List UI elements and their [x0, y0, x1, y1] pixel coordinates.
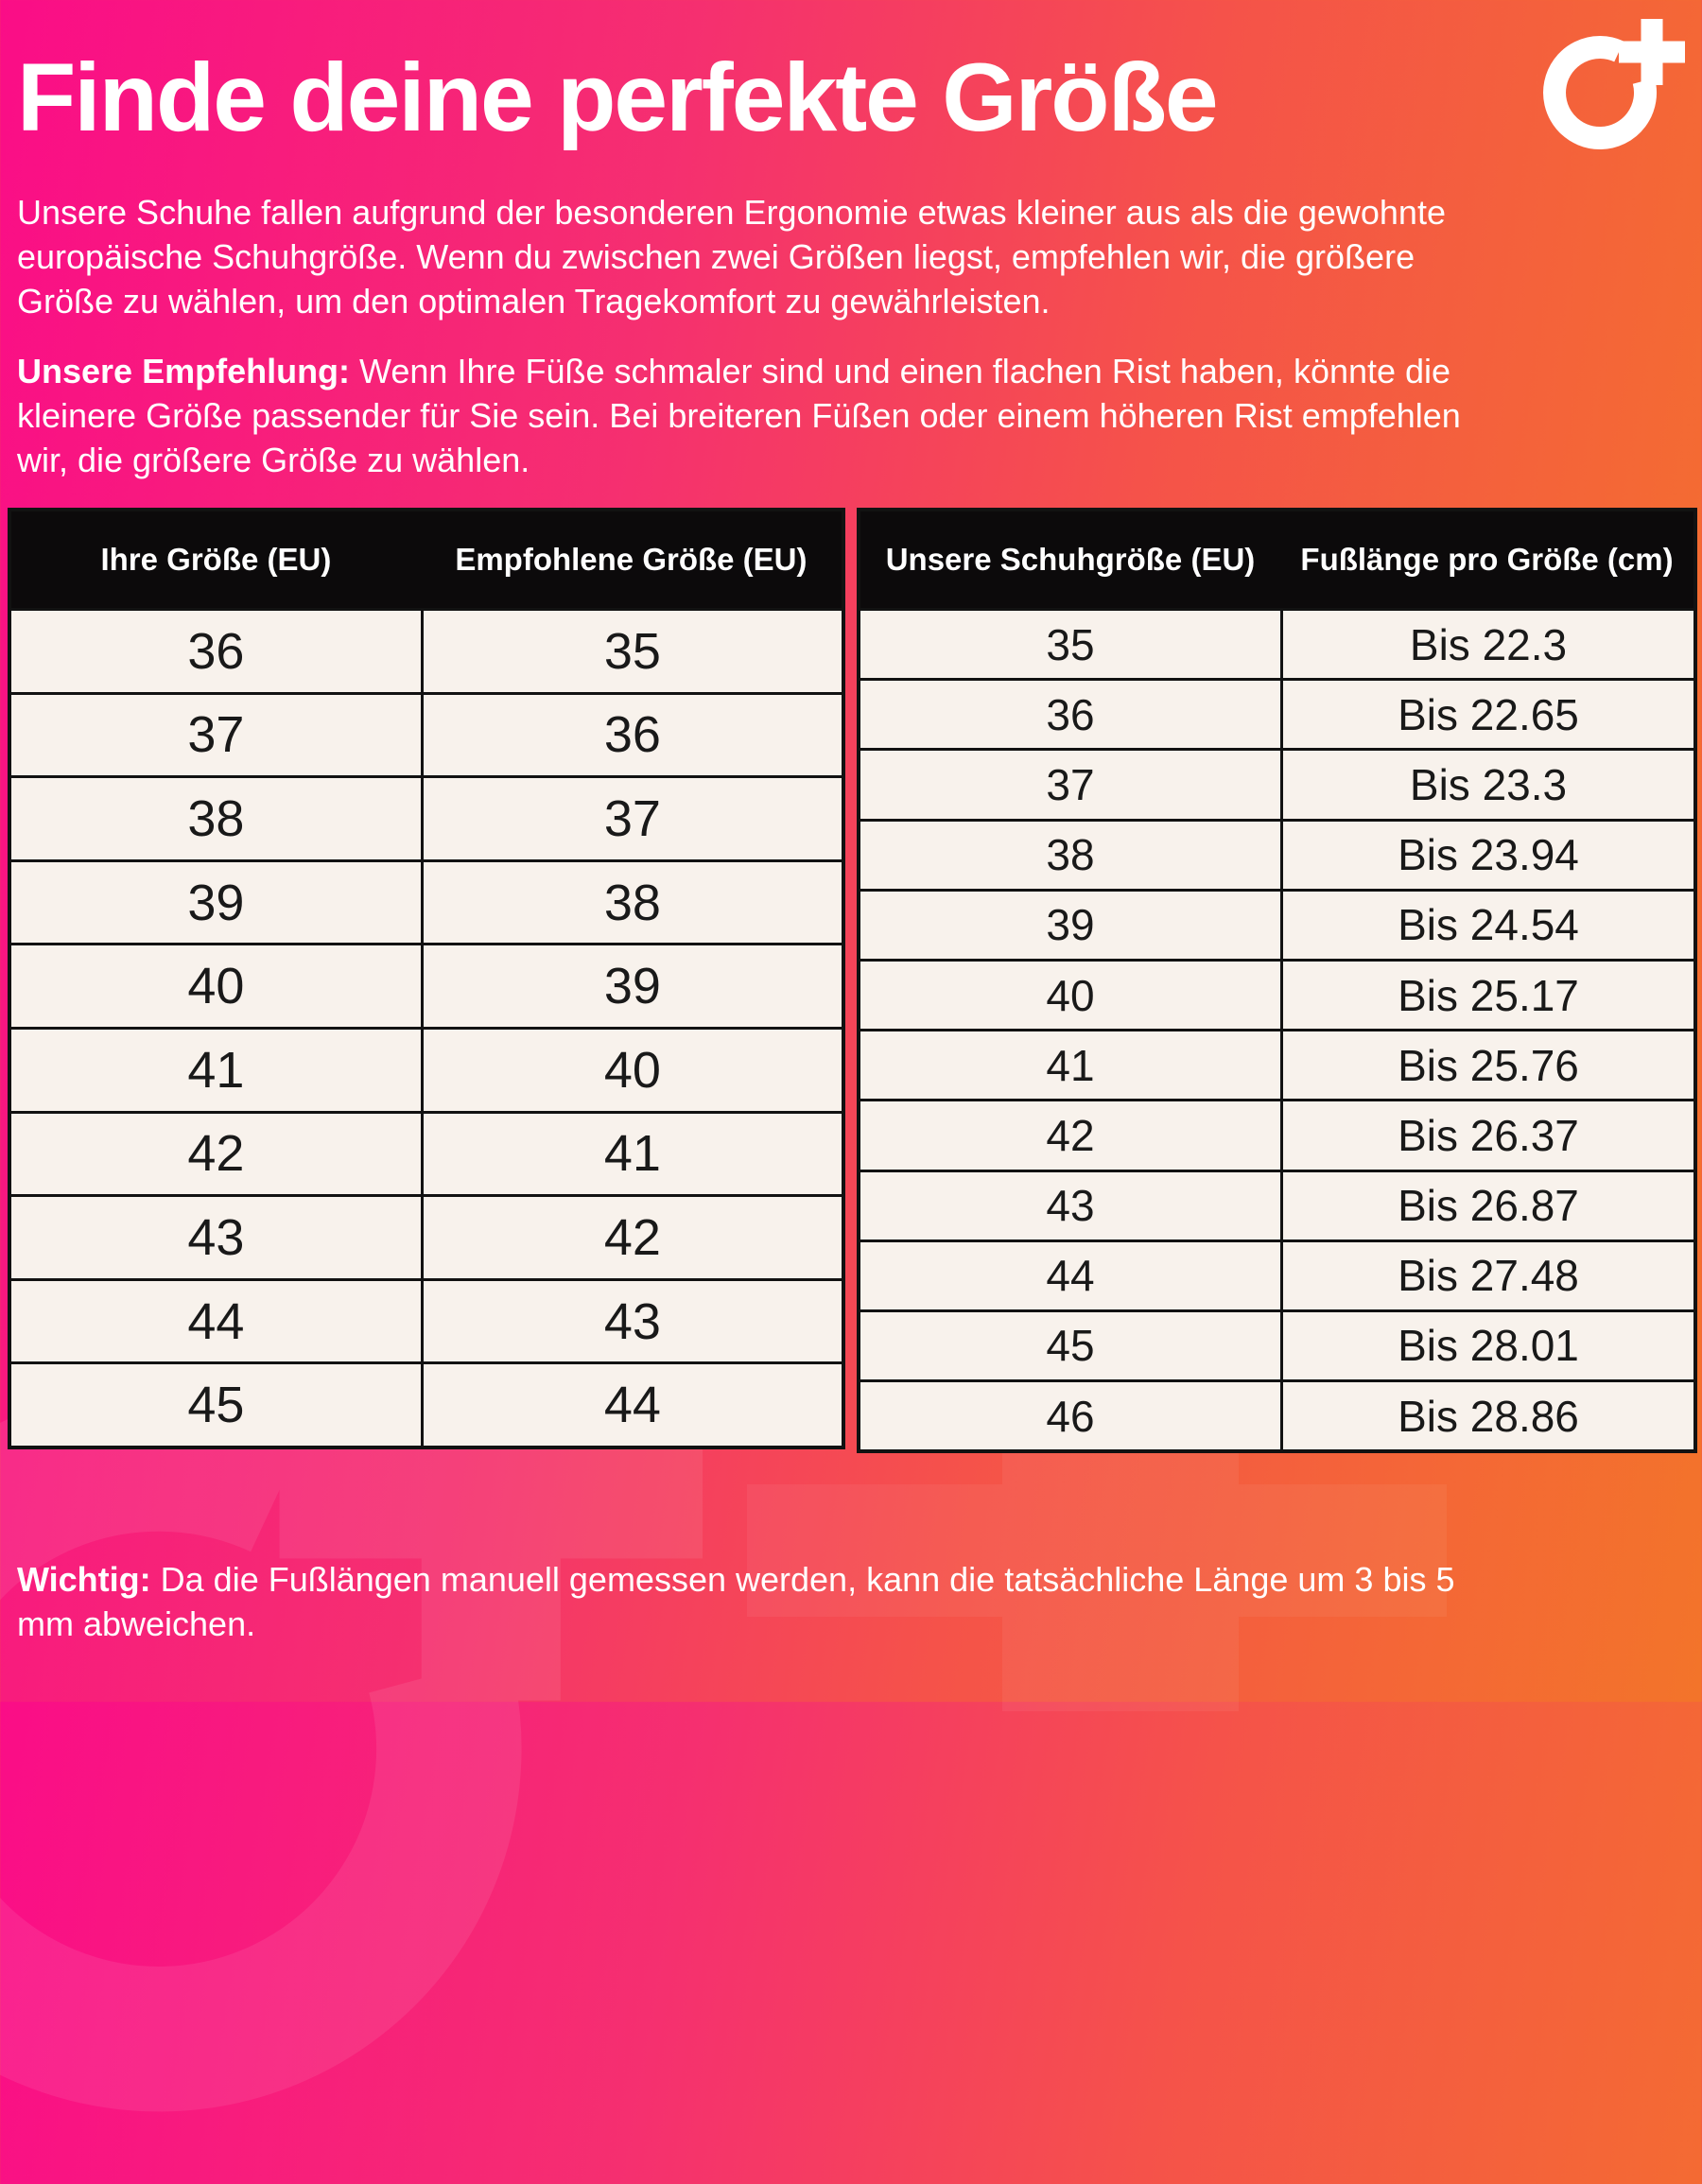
table-row: [11, 608, 842, 692]
table-body: [860, 608, 1693, 1449]
table-cell: Bis 26.37: [1280, 1101, 1693, 1169]
page-title: Finde deine perfekte Größe: [17, 43, 1217, 151]
table-cell: 42: [187, 1125, 245, 1183]
table-cell: Bis 25.17: [1280, 962, 1693, 1029]
table-cell: 38: [187, 789, 245, 847]
table-cell: 37: [187, 706, 245, 764]
table-cell: 39: [187, 874, 245, 931]
table-cell: 35: [421, 611, 842, 692]
table-row: [11, 1361, 842, 1446]
table-row: [11, 1194, 842, 1278]
table-cell: 42: [1046, 1110, 1095, 1160]
table-body: [11, 608, 842, 1446]
column-header: Empfohlene Größe (EU): [455, 542, 808, 577]
table-cell: Bis 28.01: [1280, 1312, 1693, 1379]
table-cell: 44: [421, 1364, 842, 1446]
table-row: [860, 1029, 1693, 1099]
table-cell: Bis 27.48: [1280, 1242, 1693, 1309]
important-note: [17, 1558, 1511, 1647]
table-row: [860, 1309, 1693, 1379]
table-cell: 46: [1046, 1391, 1095, 1441]
table-cell: 39: [1046, 900, 1095, 950]
table-row: [11, 692, 842, 776]
table-cell: 37: [421, 778, 842, 859]
table-row: [860, 608, 1693, 678]
table-cell: Bis 22.3: [1280, 611, 1693, 678]
table-row: [11, 943, 842, 1027]
table-row: [860, 889, 1693, 959]
table-cell: 41: [187, 1041, 245, 1099]
table-cell: 43: [1046, 1181, 1095, 1231]
table-cell: 44: [187, 1292, 245, 1350]
table-cell: Bis 23.94: [1280, 822, 1693, 889]
table-cell: 38: [1046, 830, 1095, 880]
table-cell: 35: [1046, 619, 1095, 669]
table-cell: Bis 23.3: [1280, 751, 1693, 818]
table-cell: 45: [187, 1377, 245, 1434]
table-cell: 38: [421, 862, 842, 944]
table-cell: 45: [1046, 1321, 1095, 1371]
table-cell: 37: [1046, 759, 1095, 809]
table-cell: Bis 26.87: [1280, 1172, 1693, 1239]
table-cell: 43: [187, 1208, 245, 1266]
table-cell: 42: [421, 1197, 842, 1278]
table-cell: Bis 24.54: [1280, 892, 1693, 959]
table-cell: 36: [421, 695, 842, 776]
table-row: [860, 959, 1693, 1029]
table-row: [860, 748, 1693, 818]
table-row: [11, 859, 842, 944]
table-row: [11, 1111, 842, 1195]
table-cell: 36: [1046, 689, 1095, 739]
column-header: Fußlänge pro Größe (cm): [1300, 542, 1674, 577]
intro-paragraph: Unsere Schuhe fallen aufgrund der besonderen Ergonomie etwas kleiner aus als die gewohnte europäische Schuhgröße. Wenn du zwischen zwei Größen liegst, empfehlen wir, die größere Größe zu wählen, um den optimalen Tragekomfort zu gewährleisten.: [17, 193, 1446, 321]
table-cell: 39: [421, 945, 842, 1027]
note-label: Wichtig:: [17, 1560, 151, 1599]
table-cell: 41: [421, 1114, 842, 1195]
table-cell: 44: [1046, 1251, 1095, 1301]
table-cell: 40: [187, 958, 245, 1015]
table-cell: 41: [1046, 1040, 1095, 1090]
circle-plus-logo-icon: [1534, 11, 1696, 161]
table-row: [860, 1170, 1693, 1239]
table-cell: 43: [421, 1281, 842, 1362]
table-row: [11, 1278, 842, 1362]
column-header: Unsere Schuhgröße (EU): [885, 542, 1256, 577]
table-cell: Bis 22.65: [1280, 681, 1693, 748]
recommendation-paragraph: [17, 350, 1492, 482]
table-header-row: [860, 511, 1693, 608]
recommendation-text: Wenn Ihre Füße schmaler sind und einen flachen Rist haben, könnte die kleinere Größe passender für Sie sein. Bei breiteren Füßen oder einem höheren Rist empfehlen wir, die größere Größe zu wählen.: [17, 352, 1461, 479]
recommendation-label: Unsere Empfehlung:: [17, 352, 351, 390]
column-header: Ihre Größe (EU): [100, 542, 332, 577]
table-row: [860, 678, 1693, 748]
table-header-row: [11, 511, 842, 608]
table-cell: 40: [1046, 970, 1095, 1020]
table-row: [860, 819, 1693, 889]
note-text: Da die Fußlängen manuell gemessen werden, kann die tatsächliche Länge um 3 bis 5 mm abweichen.: [17, 1560, 1455, 1643]
table-row: [11, 775, 842, 859]
size-conversion-table: [8, 508, 845, 1449]
table-row: [860, 1099, 1693, 1169]
table-row: [860, 1239, 1693, 1309]
table-row: [11, 1027, 842, 1111]
table-cell: Bis 25.76: [1280, 1031, 1693, 1099]
table-cell: 36: [187, 622, 245, 680]
foot-length-table: [857, 508, 1697, 1453]
table-cell: Bis 28.86: [1280, 1382, 1693, 1449]
table-cell: 40: [421, 1030, 842, 1111]
table-row: [860, 1379, 1693, 1449]
